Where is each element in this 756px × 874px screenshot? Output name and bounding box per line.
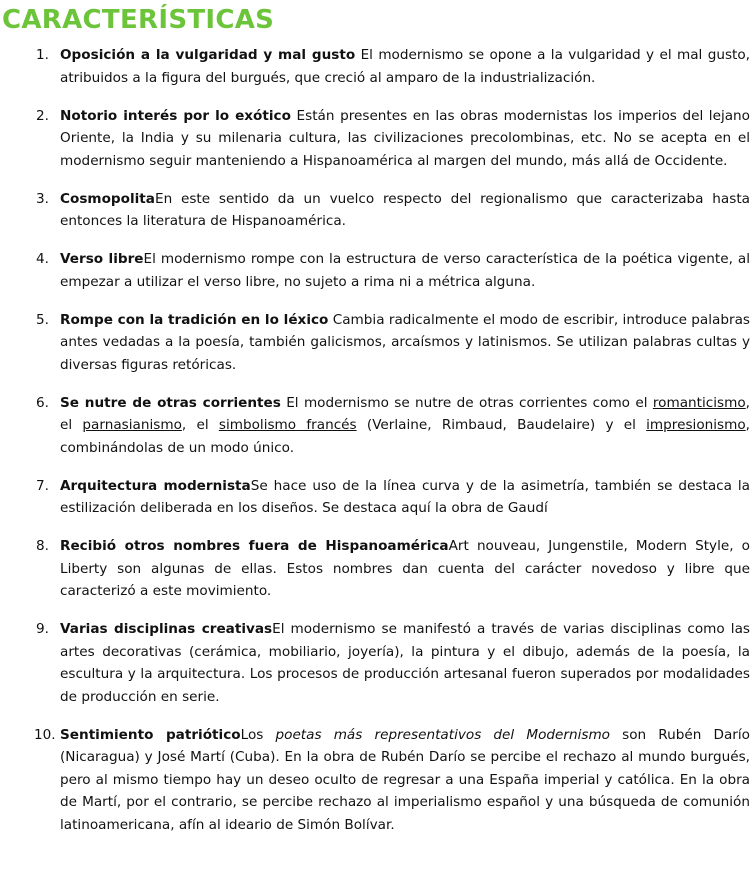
characteristics-list <box>0 44 756 852</box>
list-item <box>0 248 756 293</box>
list-item <box>0 535 756 603</box>
item-heading: Cosmopolita <box>60 190 155 207</box>
list-item <box>0 105 756 173</box>
list-item <box>0 188 756 233</box>
item-text: Los <box>240 726 276 743</box>
item-text: (Verlaine, Rimbaud, Baudelaire) y el <box>356 417 647 433</box>
item-number: 7. <box>36 477 49 494</box>
item-text: son Rubén Darío (Nicaragua) y José Martí (Cuba). En la obra de Rubén Darío se percibe el rechazo al mundo burgués, pero al mismo tiempo hay un deseo oculto de regresar a una España imperial y católica. En la obra de Martí, por el contrario, se percibe rechazo al imperialismo español y una búsqueda de comunión latinoamericana, afín al ideario de Simón Bolívar. <box>60 726 750 833</box>
link-parnasianismo[interactable]: parnasianismo <box>82 417 182 433</box>
item-text: En este sentido da un vuelco respecto del regionalismo que caracterizaba hasta entonces la literatura de Hispanoamérica. <box>60 190 750 229</box>
item-text: El modernismo se opone a la vulgaridad y el mal gusto, atribuidos a la figura del burgués, que creció al amparo de la industrialización. <box>60 47 750 86</box>
item-text: El modernismo se manifestó a través de varias disciplinas como las artes decorativas (cerámica, mobiliario, joyería), la pintura y el dibujo, además de la poesía, la escultura y la arquitectura. Los procesos de producción artesanal fueron superados por modalidades de producción en serie. <box>60 621 750 705</box>
item-text: Art nouveau, Jungenstile, Modern Style, o Liberty son algunas de ellas. Estos nombres dan cuenta del carácter novedoso y libre que caracterizó a este movimiento. <box>60 538 750 599</box>
list-item <box>0 475 756 520</box>
item-heading: Rompe con la tradición en lo léxico <box>60 311 329 328</box>
item-italic-text: poetas más representativos del Modernismo <box>275 726 611 743</box>
item-number: 1. <box>36 47 49 63</box>
item-number: 5. <box>36 311 49 328</box>
item-text: Se hace uso de la línea curva y de la asimetría, también se destaca la estilización deliberada en los diseños. Se destaca aquí la obra de Gaudí <box>60 477 750 516</box>
item-heading: Notorio interés por lo exótico <box>60 107 291 124</box>
item-text: , el <box>60 394 750 433</box>
link-romanticismo[interactable]: romanticismo <box>652 394 746 411</box>
list-item <box>0 309 756 377</box>
item-heading: Arquitectura modernista <box>60 477 251 494</box>
item-number: 4. <box>36 251 49 267</box>
list-item <box>0 44 756 89</box>
link-impresionismo[interactable]: impresionismo <box>646 417 746 433</box>
item-heading: Varias disciplinas creativas <box>60 621 273 637</box>
list-item <box>0 724 756 837</box>
page-title: CARACTERÍSTICAS <box>2 5 275 35</box>
item-heading: Se nutre de otras corrientes <box>60 394 281 411</box>
item-heading: Oposición a la vulgaridad y mal gusto <box>60 47 356 63</box>
link-simbolismo-frances[interactable]: simbolismo francés <box>218 417 357 433</box>
item-heading: Recibió otros nombres fuera de Hispanoamérica <box>60 538 449 554</box>
item-number: 10. <box>34 726 56 743</box>
item-text: El modernismo se nutre de otras corrientes como el <box>280 394 653 411</box>
item-number: 6. <box>36 394 49 411</box>
item-heading: Verso libre <box>60 251 144 267</box>
item-text: Están presentes en las obras modernistas los imperios del lejano Oriente, la India y su milenaria cultura, las civilizaciones precolombinas, etc. No se acepta en el modernismo seguir manteniendo a Hispanoamérica al margen del mundo, más allá de Occidente. <box>60 107 750 169</box>
item-number: 3. <box>36 190 49 207</box>
item-number: 9. <box>36 621 49 637</box>
item-text: El modernismo rompe con la estructura de verso característica de la poética vigente, al empezar a utilizar el verso libre, no sujeto a rima ni a métrica alguna. <box>60 251 750 290</box>
list-item <box>0 618 756 708</box>
list-item <box>0 392 756 460</box>
item-text: , combinándolas de un modo único. <box>60 417 750 456</box>
item-number: 2. <box>36 107 49 124</box>
item-text: , el <box>181 417 219 433</box>
item-heading: Sentimiento patriótico <box>60 726 241 743</box>
item-text: Cambia radicalmente el modo de escribir, introduce palabras antes vedadas a la poesía, también galicismos, arcaísmos y latinismos. Se utilizan palabras cultas y diversas figuras retóricas. <box>60 311 750 373</box>
item-number: 8. <box>36 538 49 554</box>
